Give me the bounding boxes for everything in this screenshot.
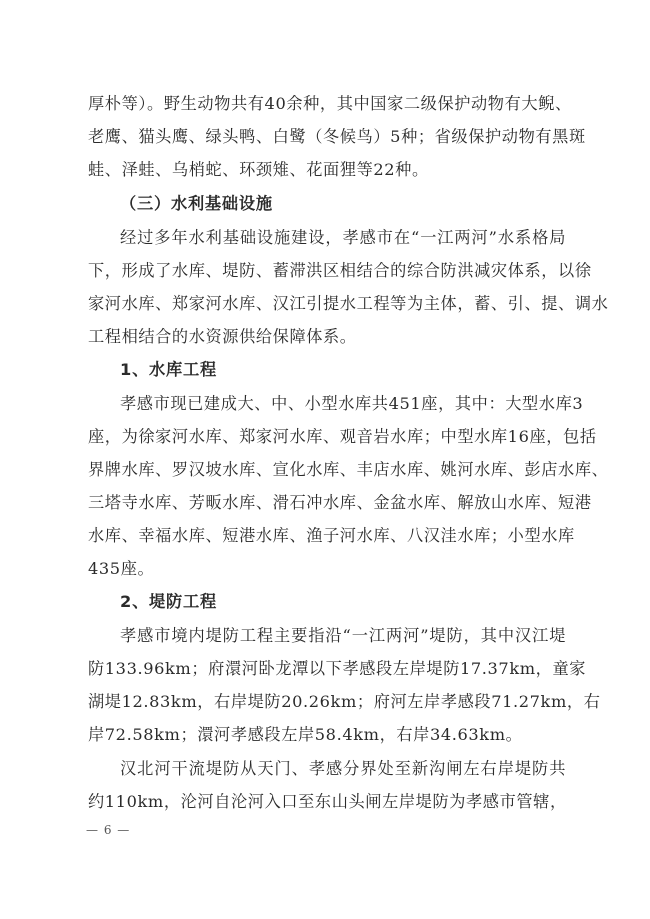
paragraph-line: 孝感市现已建成大、中、小型水库共451座，其中：大型水库3 (120, 394, 584, 413)
paragraph-line: 湖堤12.83km，右岸堤防20.26km；府河左岸孝感段71.27km，右 (88, 692, 601, 711)
paragraph-line: 经过多年水利基础设施建设，孝感市在“一江两河”水系格局 (120, 228, 566, 247)
paragraph-line: 汉北河干流堤防从天门、孝感分界处至新沟闸左右岸堤防共 (120, 759, 566, 778)
paragraph-line: 孝感市境内堤防工程主要指沿“一江两河”堤防，其中汉江堤 (120, 626, 566, 645)
paragraph-line: 蛙、泽蛙、乌梢蛇、环颈雉、花面狸等22种。 (88, 160, 429, 179)
paragraph-line: 防133.96km；府澴河卧龙潭以下孝感段左岸堤防17.37km，童家 (88, 659, 587, 678)
paragraph-line: 三塔寺水库、芳畈水库、滑石冲水库、金盆水库、解放山水库、短港 (88, 493, 592, 512)
paragraph-line: 435座。 (88, 559, 155, 578)
paragraph-line: 岸72.58km；澴河孝感段左岸58.4km，右岸34.63km。 (88, 725, 523, 744)
subsection-heading: 2、堤防工程 (120, 592, 218, 611)
section-heading: （三）水利基础设施 (120, 194, 273, 213)
paragraph-line: 家河水库、郑家河水库、汉江引提水工程等为主体，蓄、引、提、调水 (88, 294, 609, 313)
page-number: — 6 — (86, 823, 131, 837)
paragraph-line: 座，为徐家河水库、郑家河水库、观音岩水库；中型水库16座，包括 (88, 427, 597, 446)
paragraph-line: 工程相结合的水资源供给保障体系。 (88, 327, 357, 346)
paragraph-line: 厚朴等）。野生动物共有40余种，其中国家二级保护动物有大鲵、 (88, 94, 572, 113)
paragraph-line: 老鹰、猫头鹰、绿头鸭、白鹭（冬候鸟）5种；省级保护动物有黑斑 (88, 127, 586, 146)
paragraph-line: 水库、幸福水库、短港水库、渔子河水库、八汉洼水库；小型水库 (88, 526, 575, 545)
paragraph-line: 下，形成了水库、堤防、蓄滞洪区相结合的综合防洪减灾体系，以徐 (88, 261, 592, 280)
subsection-heading: 1、水库工程 (120, 360, 218, 379)
paragraph-line: 约110km，沦河自沦河入口至东山头闸左岸堤防为孝感市管辖， (88, 792, 567, 811)
paragraph-line: 界牌水库、罗汉坡水库、宣化水库、丰店水库、姚河水库、彭店水库、 (88, 460, 609, 479)
